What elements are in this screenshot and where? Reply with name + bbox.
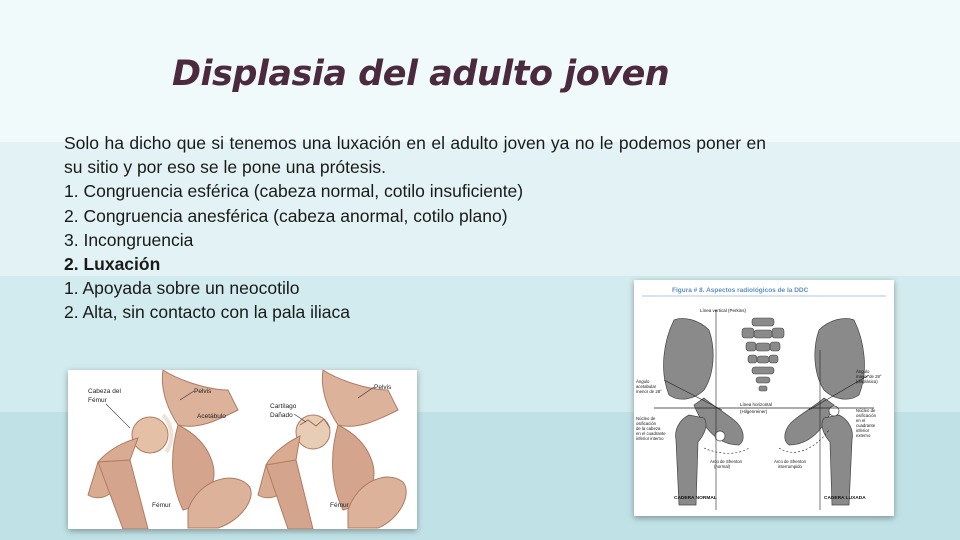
intro-paragraph: Solo ha dicho que si tenemos una luxación en el adulto joven ya no le podemos poner en su sitio y por eso se le pone una prótesis. xyxy=(64,133,766,178)
left-femur xyxy=(676,415,706,505)
label-femur-left: Fémur xyxy=(152,502,171,509)
left-iliac-wing xyxy=(664,318,714,399)
label-angle-left-2: acetabular xyxy=(636,384,657,389)
label-nucleus-left-4: en el cuadrante xyxy=(636,431,666,436)
label-hilgenreiner: Línea horizontal xyxy=(740,402,773,407)
right-iliac-wing xyxy=(815,318,865,399)
label-femoral-head: Cabeza del xyxy=(88,388,121,395)
list-item: 1. Apoyada sobre un neocotilo xyxy=(64,278,300,299)
label-nucleus-left-3: de la cabeza xyxy=(636,426,661,431)
label-shenton-normal: Arco de Shenton xyxy=(710,459,743,464)
label-nucleus-right-3: en el xyxy=(856,418,866,423)
label-pelvis-right: Pelvis xyxy=(374,384,392,391)
label-femoral-head-2: Fémur xyxy=(88,397,107,404)
label-nucleus-right: Núcleo de xyxy=(856,408,876,413)
label-hip-luxated: CADERA LUXADA xyxy=(824,496,866,501)
list-heading: 2. Luxación xyxy=(64,254,161,275)
label-nucleus-right-4: cuadrante xyxy=(856,423,876,428)
label-nucleus-left: Núcleo de xyxy=(636,416,656,421)
label-nucleus-right-2: osificación xyxy=(856,413,877,418)
label-femur-right: Fémur xyxy=(330,502,349,509)
label-angle-left-3: menor de 28° xyxy=(636,389,662,394)
label-angle-right-2: mayor de 28° xyxy=(856,374,882,379)
label-pelvis-left: Pelvis xyxy=(194,388,212,395)
label-perkins: Línea vertical (Perkins) xyxy=(700,308,747,313)
list-item: 1. Congruencia esférica (cabeza normal, cotilo insuficiente) xyxy=(64,181,524,202)
sacrum-vertebrae xyxy=(742,318,784,391)
slide-title: Displasia del adulto joven xyxy=(172,54,670,94)
radiograph-figure xyxy=(634,280,894,516)
label-shenton-broken-2: interrumpido xyxy=(778,464,802,469)
figure-caption: Figura # 8. Aspectos radiológicos de la DDC xyxy=(672,287,809,294)
label-acetabulum: Acetábulo xyxy=(197,413,226,420)
list-item: 2. Alta, sin contacto con la pala iliaca xyxy=(64,302,351,323)
right-femur xyxy=(822,415,852,505)
list-item: 3. Incongruencia xyxy=(64,229,194,250)
label-angle-right: Ángulo xyxy=(856,369,870,374)
label-hip-normal: CADERA NORMAL xyxy=(674,496,717,501)
label-shenton-broken: Arco de Shenton xyxy=(774,459,807,464)
radiograph-svg xyxy=(634,280,894,516)
label-angle-left: Ángulo xyxy=(636,379,650,384)
hip-illustration-svg xyxy=(68,370,417,529)
label-damaged-cartilage: Cartílago xyxy=(270,403,297,410)
label-nucleus-left-2: osificación xyxy=(636,421,657,426)
label-hilgenreiner-2: (Hilgenreiner) xyxy=(740,409,768,414)
label-angle-right-3: (displásica) xyxy=(856,379,878,384)
list-item: 2. Congruencia anesférica (cabeza anormal, cotilo plano) xyxy=(64,205,508,226)
label-nucleus-left-5: inferior interno xyxy=(636,436,664,441)
label-nucleus-right-5: inferior xyxy=(856,428,870,433)
label-shenton-normal-2: (normal) xyxy=(714,464,730,469)
label-nucleus-right-6: externo xyxy=(856,433,871,438)
label-damaged-cartilage-2: Dañado xyxy=(270,412,293,419)
hip-illustration xyxy=(68,370,417,529)
